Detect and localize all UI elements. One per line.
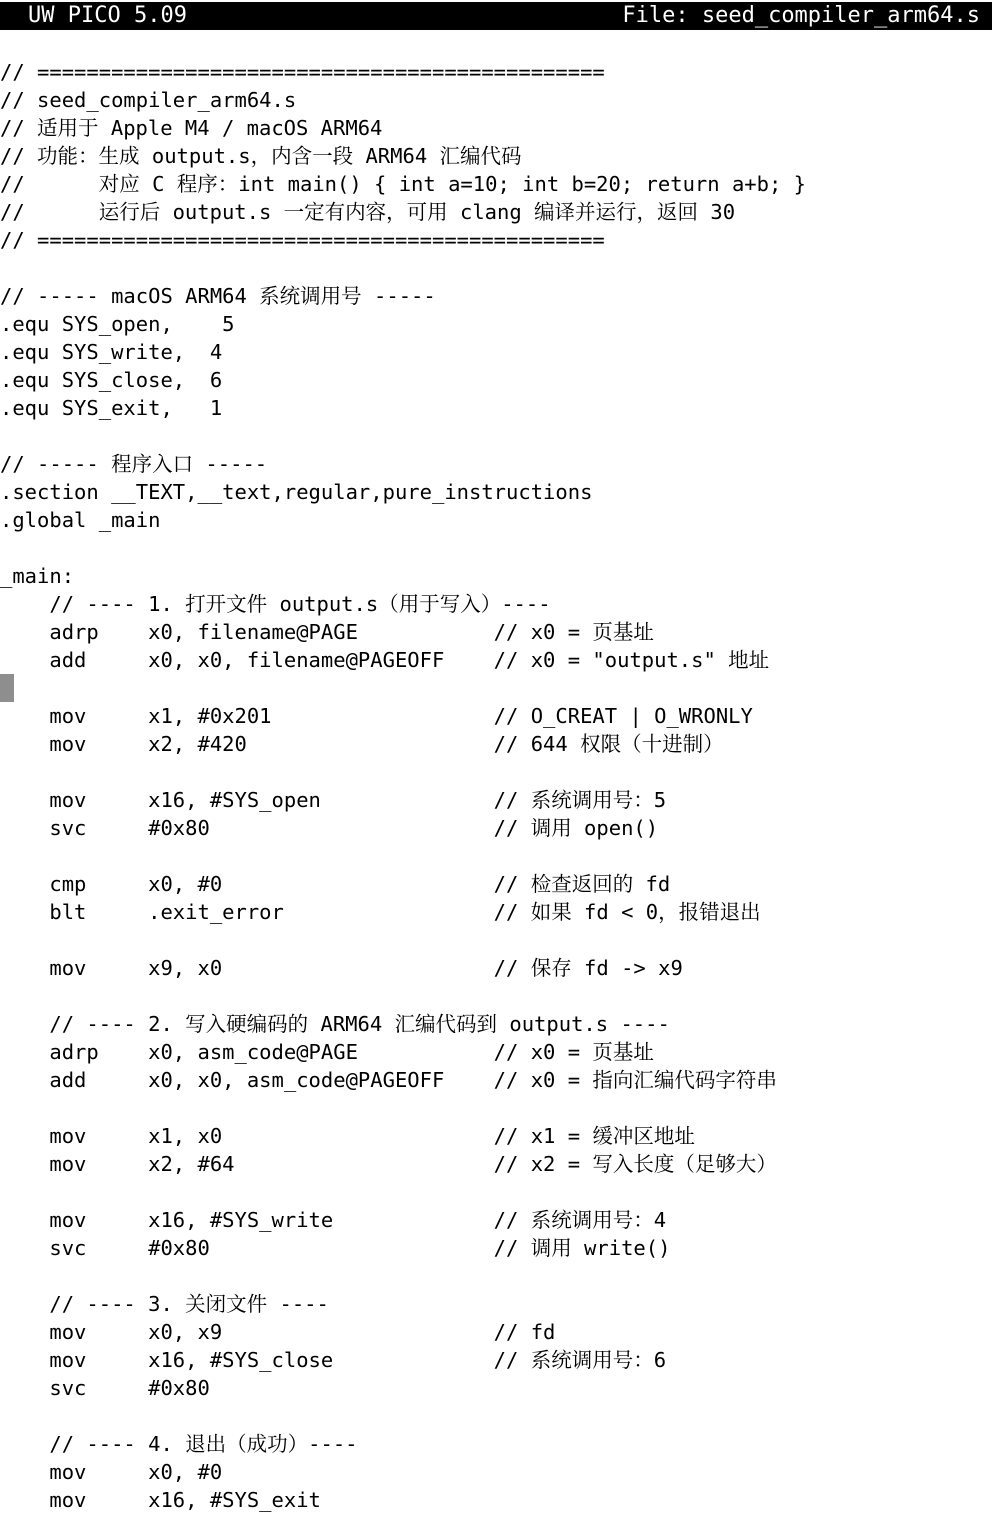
code-line: svc #0x80 <box>0 1376 210 1400</box>
code-line <box>0 1094 992 1122</box>
code-line <box>0 758 992 786</box>
code-line: mov x1, #0x201 // O_CREAT | O_WRONLY <box>0 704 753 728</box>
code-line: // 运行后 output.s 一定有内容，可用 clang 编译并运行，返回 30 <box>0 200 736 224</box>
code-line <box>0 1262 992 1290</box>
code-line: _main: <box>0 564 75 588</box>
code-line <box>0 1178 992 1206</box>
code-line <box>0 534 992 562</box>
app-version: UW PICO 5.09 <box>28 3 187 28</box>
code-line: // ============================================== <box>0 228 605 252</box>
editor-text-area[interactable] <box>0 58 992 1514</box>
code-line: svc #0x80 // 调用 write() <box>0 1236 671 1260</box>
code-line: // ----- macOS ARM64 系统调用号 ----- <box>0 284 436 308</box>
code-line: .equ SYS_exit, 1 <box>0 396 223 420</box>
code-line: add x0, x0, filename@PAGEOFF // x0 = "output.s" 地址 <box>0 648 770 672</box>
code-line: // ---- 4. 退出（成功）---- <box>0 1432 358 1456</box>
code-line: // ---- 3. 关闭文件 ---- <box>0 1292 329 1316</box>
code-line: mov x1, x0 // x1 = 缓冲区地址 <box>0 1124 695 1148</box>
file-name: File: seed_compiler_arm64.s <box>622 3 980 28</box>
code-line: // 对应 C 程序：int main() { int a=10; int b=20; return a+b; } <box>0 172 806 196</box>
code-line <box>0 674 992 702</box>
code-line: mov x16, #SYS_open // 系统调用号：5 <box>0 788 667 812</box>
editor-title-bar <box>0 2 992 30</box>
code-line: mov x9, x0 // 保存 fd -> x9 <box>0 956 683 980</box>
code-line: // 功能：生成 output.s，内含一段 ARM64 汇编代码 <box>0 144 522 168</box>
code-line: adrp x0, asm_code@PAGE // x0 = 页基址 <box>0 1040 654 1064</box>
code-line: .equ SYS_close, 6 <box>0 368 223 392</box>
code-line: mov x2, #64 // x2 = 写入长度（足够大） <box>0 1152 777 1176</box>
code-line <box>0 254 992 282</box>
code-line: // ---- 1. 打开文件 output.s（用于写入）---- <box>0 592 551 616</box>
code-line: .global _main <box>0 508 161 532</box>
code-line: mov x2, #420 // 644 权限（十进制） <box>0 732 724 756</box>
code-line: mov x16, #SYS_close // 系统调用号：6 <box>0 1348 667 1372</box>
code-line: mov x0, x9 // fd <box>0 1320 556 1344</box>
code-line: adrp x0, filename@PAGE // x0 = 页基址 <box>0 620 654 644</box>
code-line: // ----- 程序入口 ----- <box>0 452 268 476</box>
code-line: // ============================================== <box>0 60 605 84</box>
code-line: // ---- 2. 写入硬编码的 ARM64 汇编代码到 output.s ---- <box>0 1012 670 1036</box>
code-line: mov x16, #SYS_write // 系统调用号：4 <box>0 1208 667 1232</box>
code-line: .section __TEXT,__text,regular,pure_instructions <box>0 480 593 504</box>
code-line: // 适用于 Apple M4 / macOS ARM64 <box>0 116 383 140</box>
code-line: mov x16, #SYS_exit <box>0 1488 321 1512</box>
code-line: blt .exit_error // 如果 fd < 0，报错退出 <box>0 900 761 924</box>
code-line: svc #0x80 // 调用 open() <box>0 816 659 840</box>
code-line <box>0 1402 992 1430</box>
code-line: // seed_compiler_arm64.s <box>0 88 297 112</box>
code-line: cmp x0, #0 // 检查返回的 fd <box>0 872 671 896</box>
code-line <box>0 842 992 870</box>
code-line: .equ SYS_open, 5 <box>0 312 235 336</box>
code-line: .equ SYS_write, 4 <box>0 340 223 364</box>
code-line <box>0 926 992 954</box>
code-line: mov x0, #0 <box>0 1460 223 1484</box>
text-cursor <box>0 674 14 702</box>
code-line: add x0, x0, asm_code@PAGEOFF // x0 = 指向汇编代码字符串 <box>0 1068 777 1092</box>
code-line <box>0 422 992 450</box>
code-line <box>0 982 992 1010</box>
